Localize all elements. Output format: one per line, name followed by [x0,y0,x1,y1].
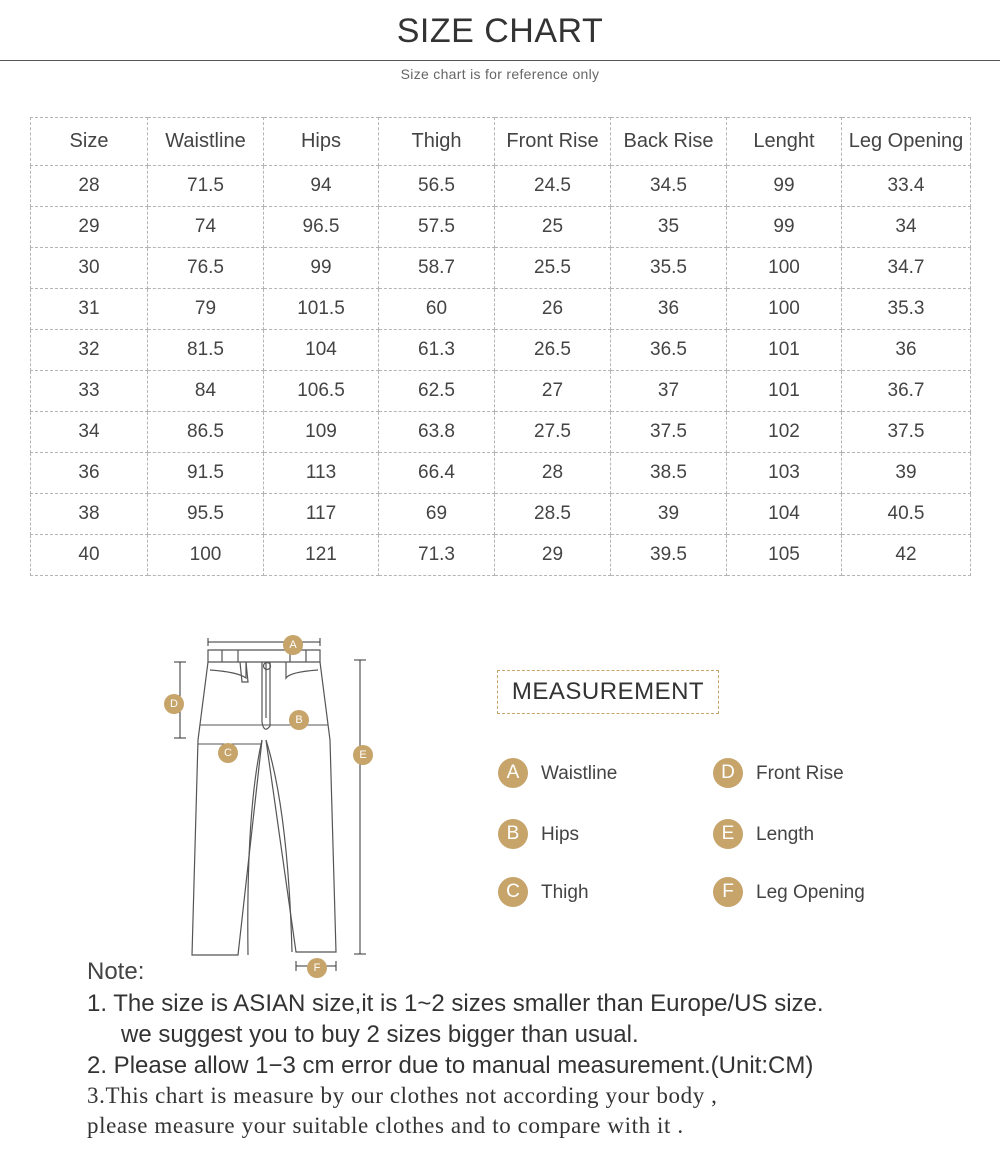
table-row [31,494,971,535]
table-row [31,371,971,412]
table-cell: 84 [148,371,264,412]
table-cell: 26 [495,289,611,330]
table-cell: 101 [727,371,842,412]
table-cell: 104 [727,494,842,535]
table-cell: 101.5 [264,289,379,330]
table-cell: 117 [264,494,379,535]
table-cell: 25 [495,207,611,248]
table-cell: 106.5 [264,371,379,412]
letter-b-icon: B [498,819,528,849]
table-cell: 37 [611,371,727,412]
letter-d-icon: D [713,758,743,788]
table-cell: 33.4 [842,166,971,207]
page-subtitle: Size chart is for reference only [400,66,600,82]
table-cell: 35.5 [611,248,727,289]
pants-outline-icon [150,630,390,980]
column-header: Front Rise [495,118,611,166]
table-cell: 39 [611,494,727,535]
table-cell: 121 [264,535,379,576]
legend-label: Waistline [541,763,618,784]
table-cell: 57.5 [379,207,495,248]
table-cell: 95.5 [148,494,264,535]
column-header: Lenght [727,118,842,166]
table-cell: 36 [842,330,971,371]
column-header: Thigh [379,118,495,166]
table-cell: 102 [727,412,842,453]
table-cell: 62.5 [379,371,495,412]
marker-d-icon: D [164,694,184,714]
column-header: Back Rise [611,118,727,166]
letter-f-icon: F [713,877,743,907]
table-cell: 24.5 [495,166,611,207]
table-cell: 27.5 [495,412,611,453]
table-cell: 38.5 [611,453,727,494]
table-cell: 40 [31,535,148,576]
table-row [31,535,971,576]
note-heading: Note: [87,958,145,985]
table-cell: 36 [611,289,727,330]
table-cell: 56.5 [379,166,495,207]
table-cell: 81.5 [148,330,264,371]
note-line-2: 2. Please allow 1−3 cm error due to manual measurement.(Unit:CM) [87,1052,814,1079]
table-cell: 35.3 [842,289,971,330]
table-row [31,166,971,207]
marker-a-icon: A [283,635,303,655]
table-cell: 27 [495,371,611,412]
column-header: Waistline [148,118,264,166]
table-cell: 37.5 [611,412,727,453]
letter-c-icon: C [498,877,528,907]
marker-e-icon: E [353,745,373,765]
table-cell: 109 [264,412,379,453]
table-cell: 100 [727,248,842,289]
marker-b-icon: B [289,710,309,730]
table-cell: 26.5 [495,330,611,371]
table-cell: 91.5 [148,453,264,494]
table-cell: 40.5 [842,494,971,535]
table-cell: 105 [727,535,842,576]
pants-diagram [150,630,390,980]
table-cell: 28 [495,453,611,494]
table-cell: 61.3 [379,330,495,371]
table-cell: 71.5 [148,166,264,207]
table-header-row [31,118,971,166]
marker-c-icon: C [218,743,238,763]
note-line-1: 1. The size is ASIAN size,it is 1~2 sizes smaller than Europe/US size. [87,990,824,1017]
table-cell: 96.5 [264,207,379,248]
letter-e-icon: E [713,819,743,849]
table-cell: 29 [495,535,611,576]
table-cell: 101 [727,330,842,371]
size-table [30,117,971,576]
note-line-1-continued: we suggest you to buy 2 sizes bigger than usual. [121,1021,639,1048]
table-row [31,289,971,330]
table-cell: 63.8 [379,412,495,453]
title-divider [0,60,1000,61]
table-cell: 36 [31,453,148,494]
table-cell: 39.5 [611,535,727,576]
table-cell: 76.5 [148,248,264,289]
table-cell: 99 [727,166,842,207]
table-cell: 25.5 [495,248,611,289]
table-row [31,453,971,494]
table-cell: 60 [379,289,495,330]
table-cell: 100 [727,289,842,330]
table-cell: 66.4 [379,453,495,494]
table-cell: 74 [148,207,264,248]
table-cell: 100 [148,535,264,576]
table-cell: 31 [31,289,148,330]
legend-label: Hips [541,824,580,845]
table-cell: 69 [379,494,495,535]
table-cell: 28.5 [495,494,611,535]
table-cell: 36.7 [842,371,971,412]
table-cell: 33 [31,371,148,412]
table-cell: 42 [842,535,971,576]
legend-label: Length [756,824,815,845]
table-cell: 30 [31,248,148,289]
table-cell: 32 [31,330,148,371]
table-cell: 34.5 [611,166,727,207]
table-cell: 99 [727,207,842,248]
column-header: Size [31,118,148,166]
table-cell: 94 [264,166,379,207]
table-cell: 39 [842,453,971,494]
table-cell: 71.3 [379,535,495,576]
table-cell: 113 [264,453,379,494]
column-header: Hips [264,118,379,166]
table-cell: 86.5 [148,412,264,453]
table-cell: 37.5 [842,412,971,453]
legend-label: Thigh [541,882,589,903]
table-row [31,412,971,453]
table-cell: 29 [31,207,148,248]
table-cell: 36.5 [611,330,727,371]
table-cell: 34 [31,412,148,453]
legend-label: Leg Opening [756,882,865,903]
table-cell: 35 [611,207,727,248]
table-cell: 34 [842,207,971,248]
table-cell: 58.7 [379,248,495,289]
table-row [31,207,971,248]
note-line-3-continued: please measure your suitable clothes and to compare with it . [87,1113,684,1138]
column-header: Leg Opening [842,118,971,166]
marker-f-icon: F [307,958,327,978]
note-line-3: 3.This chart is measure by our clothes not according your body , [87,1083,718,1108]
table-cell: 34.7 [842,248,971,289]
legend-label: Front Rise [756,763,844,784]
table-cell: 103 [727,453,842,494]
table-cell: 28 [31,166,148,207]
letter-a-icon: A [498,758,528,788]
table-row [31,248,971,289]
table-cell: 79 [148,289,264,330]
page-title: SIZE CHART [396,12,604,50]
table-cell: 38 [31,494,148,535]
table-cell: 104 [264,330,379,371]
table-cell: 99 [264,248,379,289]
table-row [31,330,971,371]
measurement-title: MEASUREMENT [497,670,719,714]
